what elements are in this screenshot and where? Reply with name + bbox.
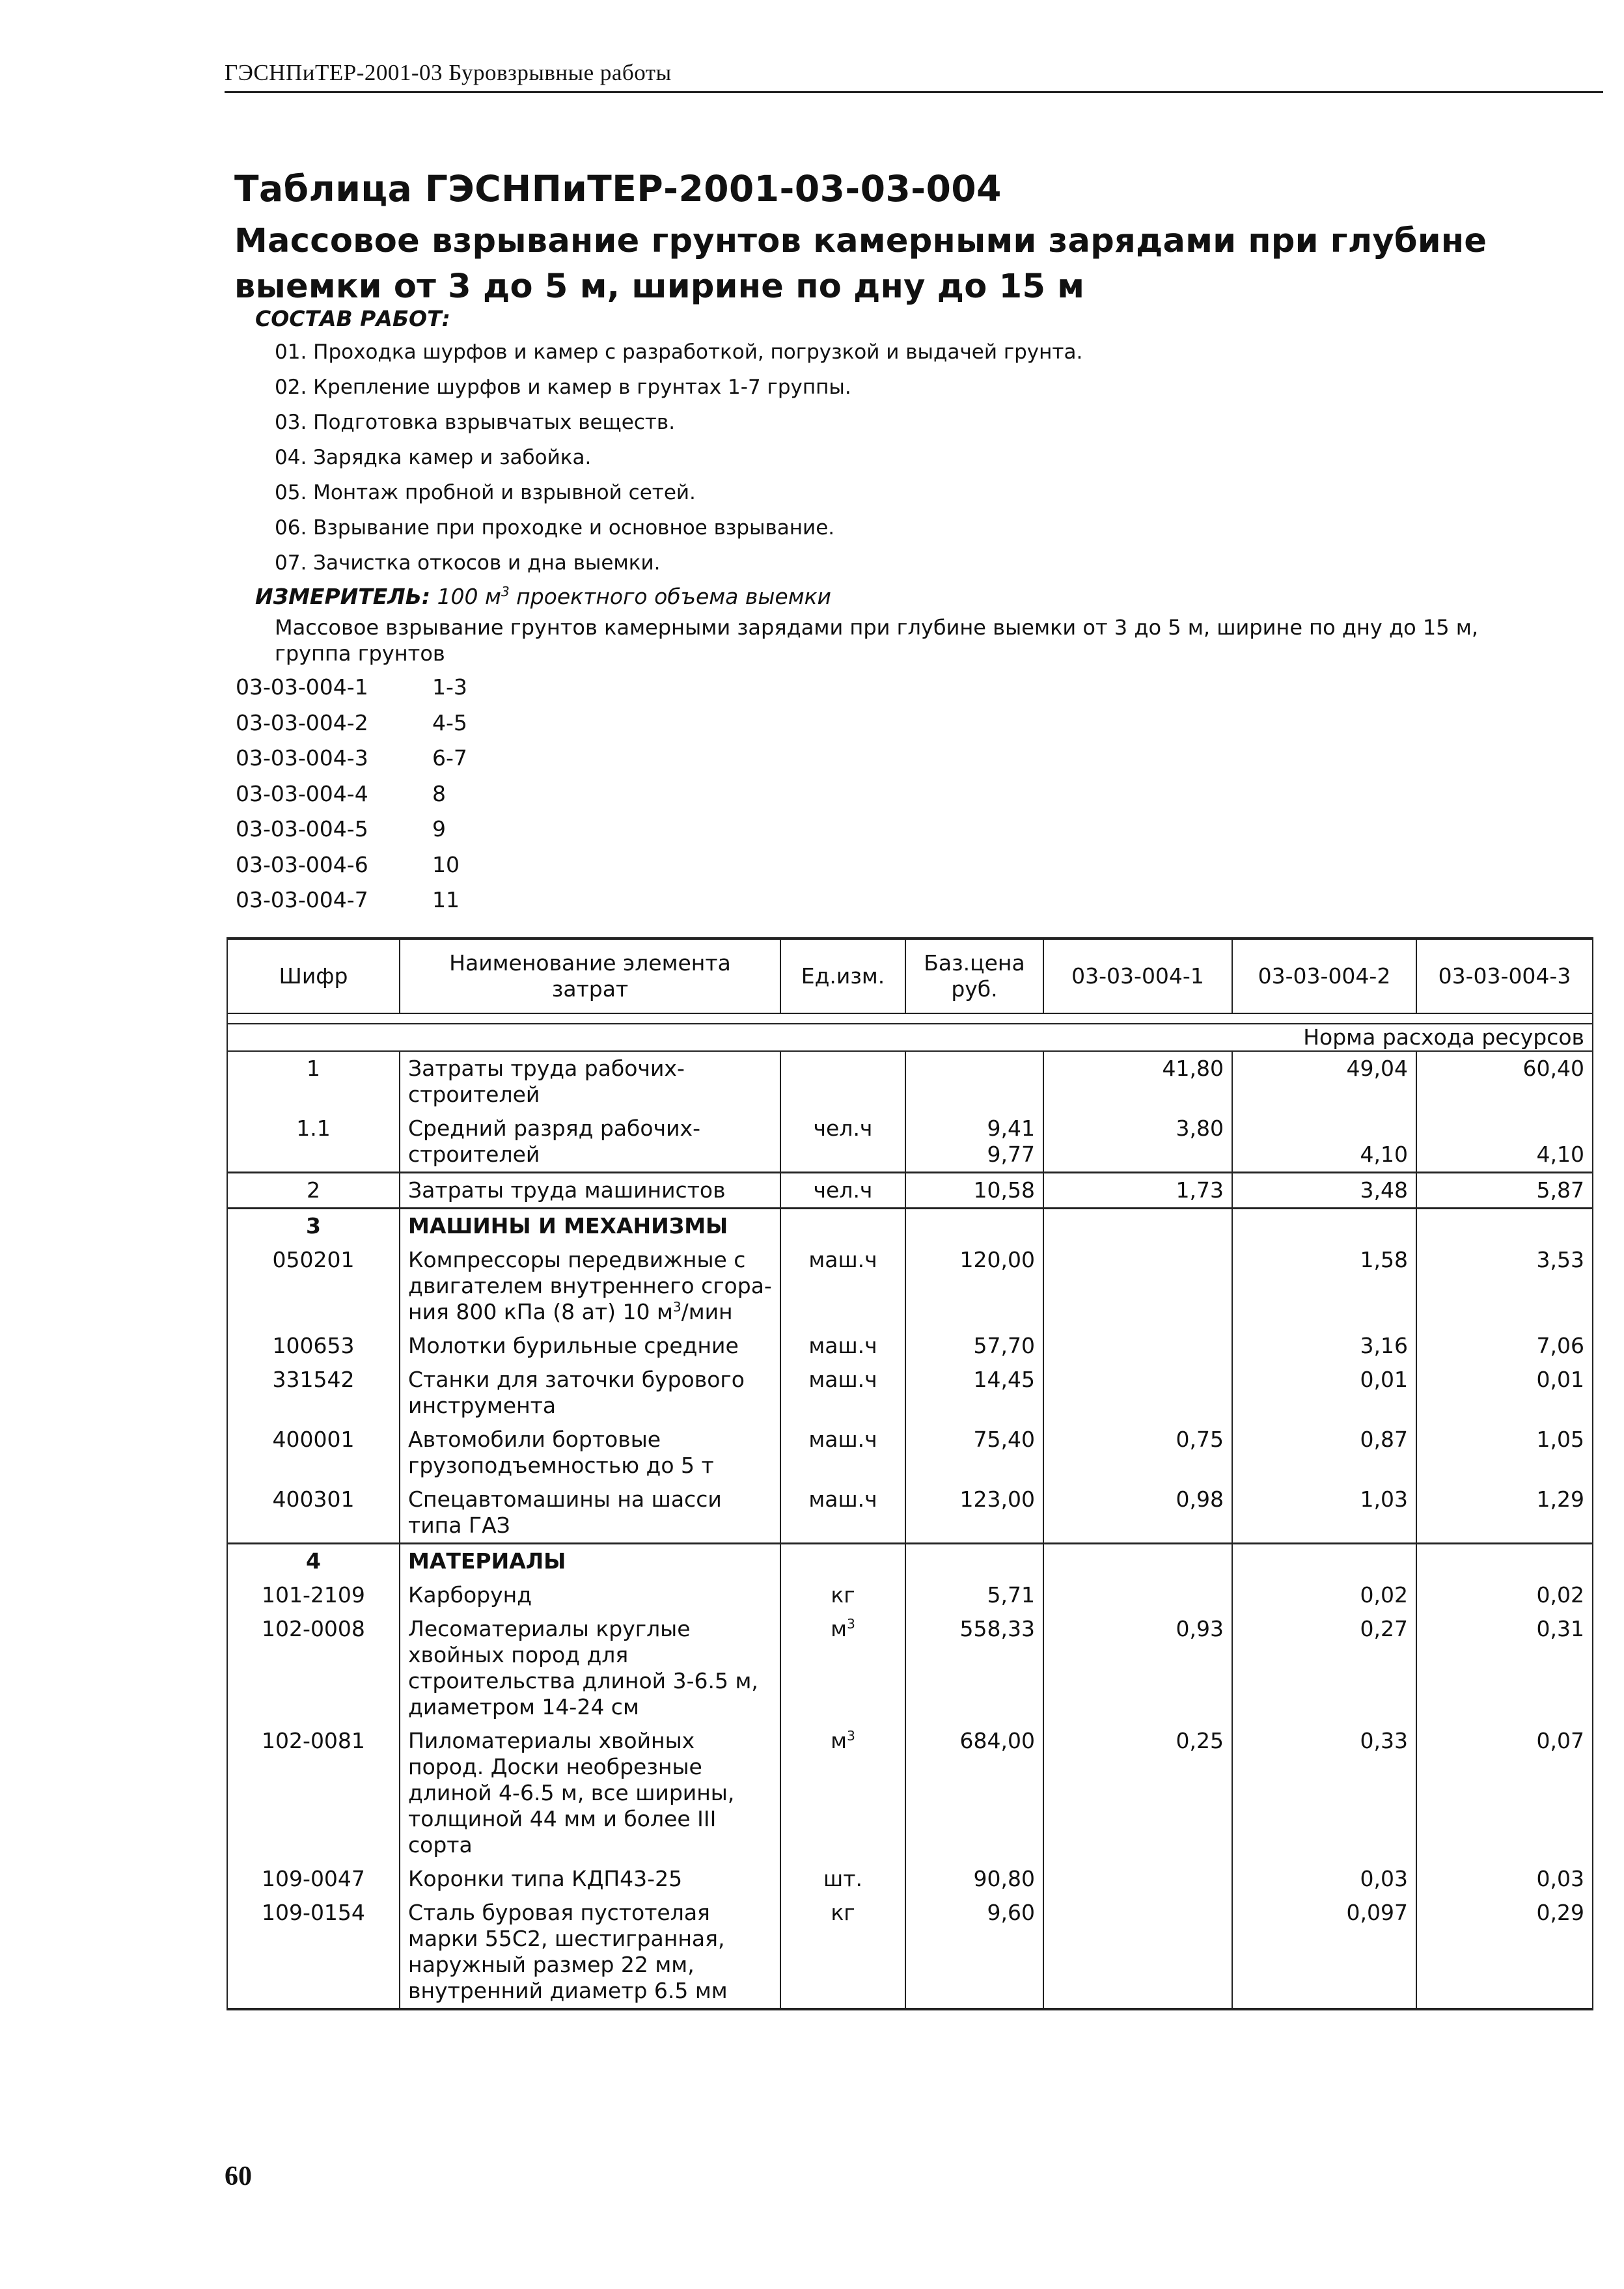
cell-value: 0,31 — [1416, 1612, 1593, 1724]
measurer-tail: проектного объема выемки — [509, 584, 831, 609]
cell-code: 109-0047 — [227, 1862, 400, 1896]
cell-name: Спецавтомашины на шасси типа ГАЗ — [400, 1483, 780, 1544]
table-row — [227, 1051, 1593, 1112]
cell-name — [400, 1243, 780, 1329]
cell-code: 100653 — [227, 1329, 400, 1363]
code: 03-03-004-3 — [236, 745, 368, 771]
cell-value: 49,04 — [1232, 1051, 1416, 1112]
cell-value: 0,25 — [1043, 1724, 1232, 1862]
description — [275, 614, 1583, 666]
cell-code: 102-0081 — [227, 1724, 400, 1862]
cell-price: 90,80 — [905, 1862, 1043, 1896]
table-row — [227, 1243, 1593, 1329]
cell-value — [1043, 1862, 1232, 1896]
work-item: 02. Крепление шурфов и камер в грунтах 1-7 группы. — [275, 376, 851, 399]
table-row — [227, 1578, 1593, 1612]
cell-empty — [780, 1544, 905, 1579]
cell-empty — [905, 1209, 1043, 1244]
soil-group: 1-3 — [432, 674, 467, 700]
cell-name: Коронки типа КДП43-25 — [400, 1862, 780, 1896]
cell-empty — [1232, 1544, 1416, 1579]
code-row — [236, 777, 467, 813]
cell-value: 0,27 — [1232, 1612, 1416, 1724]
measurer-value: 100 м — [437, 584, 501, 609]
cell-name: Карборунд — [400, 1578, 780, 1612]
table-row — [227, 1724, 1593, 1862]
cell-price — [905, 1112, 1043, 1173]
cell-code: 400001 — [227, 1423, 400, 1483]
cell-name: Пиломатериалы хвойных пород. Доски необрезные длиной 4-6.5 м, все ширины, толщиной 44 мм и более III сорта — [400, 1724, 780, 1862]
cell-value: 0,01 — [1232, 1363, 1416, 1423]
cell-unit: чел.ч — [780, 1112, 905, 1173]
name-tail: /мин — [681, 1299, 733, 1324]
cell-empty — [1416, 1209, 1593, 1244]
cell-value — [1043, 1896, 1232, 2009]
work-item: 07. Зачистка откосов и дна выемки. — [275, 551, 661, 575]
table-title: Таблица ГЭСНПиТЕР-2001-03-03-004 — [234, 168, 1002, 210]
cell-name: Средний разряд рабочих-строителей — [400, 1112, 780, 1173]
cell-value: 0,98 — [1043, 1483, 1232, 1544]
code-row — [236, 883, 467, 919]
running-header: ГЭСНПиТЕР-2001-03 Буровзрывные работы — [225, 60, 1603, 93]
title-block — [234, 168, 1549, 310]
section-title: МАТЕРИАЛЫ — [400, 1544, 780, 1579]
cell-name: Затраты труда машинистов — [400, 1173, 780, 1209]
name-sup: 3 — [672, 1299, 681, 1315]
cell-empty — [1232, 1209, 1416, 1244]
code: 03-03-004-7 — [236, 887, 368, 912]
unit-text: м — [831, 1616, 847, 1641]
cell-empty — [780, 1209, 905, 1244]
cell-value: 0,097 — [1232, 1896, 1416, 2009]
table-row — [227, 1112, 1593, 1173]
norm-label: Норма расхода ресурсов — [227, 1024, 1593, 1051]
code-row — [236, 706, 467, 742]
cell-value: 3,53 — [1416, 1243, 1593, 1329]
code-list — [236, 670, 467, 919]
price-b: 9,77 — [987, 1142, 1035, 1167]
header-col-1: 03-03-004-1 — [1043, 939, 1232, 1013]
work-item: 01. Проходка шурфов и камер с разработкой, погрузкой и выдачей грунта. — [275, 340, 1083, 364]
cell-value: 0,33 — [1232, 1724, 1416, 1862]
cell-price: 75,40 — [905, 1423, 1043, 1483]
cell-value: 0,02 — [1232, 1578, 1416, 1612]
soil-group: 9 — [432, 816, 446, 842]
header-price-line-1: Баз.цена — [924, 950, 1025, 976]
table-row — [227, 1423, 1593, 1483]
cell-code: 1 — [227, 1051, 400, 1112]
soil-group: 8 — [432, 780, 446, 806]
cell-value: 7,06 — [1416, 1329, 1593, 1363]
code: 03-03-004-6 — [236, 851, 368, 877]
work-list — [275, 335, 1583, 581]
cell-value: 0,02 — [1416, 1578, 1593, 1612]
cell-value: 0,03 — [1232, 1862, 1416, 1896]
cell-value: 3,48 — [1232, 1173, 1416, 1209]
cell-code: 1.1 — [227, 1112, 400, 1173]
description-line-2: группа грунтов — [275, 641, 445, 666]
table-row — [227, 1612, 1593, 1724]
table-row — [227, 1862, 1593, 1896]
cell-name: Затраты труда рабочих-строителей — [400, 1051, 780, 1112]
cell-code: 101-2109 — [227, 1578, 400, 1612]
cell-code: 050201 — [227, 1243, 400, 1329]
table-subtitle-line-1: Массовое взрывание грунтов камерными зарядами при глубине — [234, 222, 1487, 260]
norm-label-row — [227, 1024, 1593, 1051]
cell-value: 4,10 — [1416, 1112, 1593, 1173]
cell-unit: кг — [780, 1578, 905, 1612]
cell-price: 57,70 — [905, 1329, 1043, 1363]
cell-value: 0,03 — [1416, 1862, 1593, 1896]
cell-code: 3 — [227, 1209, 400, 1244]
section-row — [227, 1544, 1593, 1579]
cell-empty — [1043, 1209, 1232, 1244]
cell-price: 120,00 — [905, 1243, 1043, 1329]
name-text: Компрессоры передвижные с двигателем внутреннего сгора-ния 800 кПа (8 ат) 10 м — [408, 1247, 772, 1324]
cell-empty — [905, 1544, 1043, 1579]
soil-group: 6-7 — [432, 745, 467, 771]
header-col-3: 03-03-004-3 — [1416, 939, 1593, 1013]
work-item: 05. Монтаж пробной и взрывной сетей. — [275, 481, 696, 504]
code: 03-03-004-4 — [236, 780, 368, 806]
cell-unit: маш.ч — [780, 1363, 905, 1423]
unit-sup: 3 — [847, 1616, 855, 1632]
soil-group: 11 — [432, 887, 460, 912]
cell-value — [1043, 1329, 1232, 1363]
cell-code: 400301 — [227, 1483, 400, 1544]
cell-unit: маш.ч — [780, 1483, 905, 1544]
cell-code: 331542 — [227, 1363, 400, 1423]
cell-value: 41,80 — [1043, 1051, 1232, 1112]
cell-value: 0,01 — [1416, 1363, 1593, 1423]
work-item: 04. Зарядка камер и забойка. — [275, 446, 592, 469]
table-subtitle-line-2: выемки от 3 до 5 м, ширине по дну до 15 м — [234, 267, 1085, 306]
cell-price: 14,45 — [905, 1363, 1043, 1423]
cell-unit: маш.ч — [780, 1243, 905, 1329]
code: 03-03-004-2 — [236, 709, 368, 735]
cell-name: Молотки бурильные средние — [400, 1329, 780, 1363]
cell-name: Автомобили бортовые грузоподъемностью до 5 т — [400, 1423, 780, 1483]
cell-value: 0,75 — [1043, 1423, 1232, 1483]
cell-value: 0,29 — [1416, 1896, 1593, 2009]
cell-price: 10,58 — [905, 1173, 1043, 1209]
table-row — [227, 1483, 1593, 1544]
cell-unit: маш.ч — [780, 1423, 905, 1483]
work-composition — [255, 306, 1583, 666]
cell-value: 4,10 — [1232, 1112, 1416, 1173]
cell-unit — [780, 1724, 905, 1862]
cell-name: Станки для заточки бурового инструмента — [400, 1363, 780, 1423]
unit-text: м — [831, 1728, 847, 1753]
cell-code: 102-0008 — [227, 1612, 400, 1724]
code: 03-03-004-1 — [236, 674, 368, 700]
cell-value: 1,73 — [1043, 1173, 1232, 1209]
header-col-2: 03-03-004-2 — [1232, 939, 1416, 1013]
cell-value — [1043, 1363, 1232, 1423]
cell-price: 123,00 — [905, 1483, 1043, 1544]
cell-value: 3,16 — [1232, 1329, 1416, 1363]
cell-value: 5,87 — [1416, 1173, 1593, 1209]
code: 03-03-004-5 — [236, 816, 368, 842]
cell-code: 2 — [227, 1173, 400, 1209]
work-item: 03. Подготовка взрывчатых веществ. — [275, 411, 676, 434]
cell-empty — [1416, 1544, 1593, 1579]
page-number: 60 — [225, 2161, 252, 2191]
cell-price: 558,33 — [905, 1612, 1043, 1724]
cell-price — [905, 1051, 1043, 1112]
cell-unit: шт. — [780, 1862, 905, 1896]
composition-label: СОСТАВ РАБОТ: — [255, 306, 450, 331]
cell-code: 109-0154 — [227, 1896, 400, 2009]
cell-unit — [780, 1612, 905, 1724]
section-row — [227, 1209, 1593, 1244]
unit-sup: 3 — [847, 1728, 855, 1744]
header-price — [905, 939, 1043, 1013]
cell-value: 1,58 — [1232, 1243, 1416, 1329]
cell-unit — [780, 1051, 905, 1112]
spacer-row — [227, 1013, 1593, 1024]
work-item: 06. Взрывание при проходке и основное взрывание. — [275, 516, 835, 540]
cell-value: 1,03 — [1232, 1483, 1416, 1544]
cell-value: 3,80 — [1043, 1112, 1232, 1173]
cell-value: 0,07 — [1416, 1724, 1593, 1862]
measurer-label: ИЗМЕРИТЕЛЬ: — [255, 584, 431, 609]
cell-value: 0,87 — [1232, 1423, 1416, 1483]
cell-value: 0,93 — [1043, 1612, 1232, 1724]
cell-price: 9,60 — [905, 1896, 1043, 2009]
code-row — [236, 670, 467, 706]
cell-empty — [1043, 1544, 1232, 1579]
cell-unit: кг — [780, 1896, 905, 2009]
section-title: МАШИНЫ И МЕХАНИЗМЫ — [400, 1209, 780, 1244]
cell-value: 60,40 — [1416, 1051, 1593, 1112]
header-row — [227, 939, 1593, 1013]
table-row — [227, 1329, 1593, 1363]
description-line-1: Массовое взрывание грунтов камерными зарядами при глубине выемки от 3 до 5 м, ширине по дну до 15 м, — [275, 615, 1479, 640]
measurer — [255, 584, 1583, 609]
header-unit: Ед.изм. — [780, 939, 905, 1013]
cell-value — [1043, 1243, 1232, 1329]
price-a: 9,41 — [987, 1116, 1035, 1141]
measurer-sup: 3 — [501, 584, 510, 599]
code-row — [236, 812, 467, 848]
cell-price: 5,71 — [905, 1578, 1043, 1612]
cell-value: 1,05 — [1416, 1423, 1593, 1483]
header-name: Наименование элемента затрат — [400, 939, 780, 1013]
header-code: Шифр — [227, 939, 400, 1013]
code-row — [236, 741, 467, 777]
cell-value — [1043, 1578, 1232, 1612]
soil-group: 10 — [432, 851, 460, 877]
cost-table — [227, 937, 1593, 2010]
cell-unit: маш.ч — [780, 1329, 905, 1363]
cell-name: Лесоматериалы круглые хвойных пород для строительства длиной 3-6.5 м, диаметром 14-24 см — [400, 1612, 780, 1724]
soil-group: 4-5 — [432, 709, 467, 735]
table-row — [227, 1896, 1593, 2009]
header-price-line-2: руб. — [951, 976, 998, 1002]
cell-value: 1,29 — [1416, 1483, 1593, 1544]
cell-code: 4 — [227, 1544, 400, 1579]
table-row — [227, 1363, 1593, 1423]
cell-name: Сталь буровая пустотелая марки 55С2, шестигранная, наружный размер 22 мм, внутренний диаметр 6.5 мм — [400, 1896, 780, 2009]
cell-unit: чел.ч — [780, 1173, 905, 1209]
cell-price: 684,00 — [905, 1724, 1043, 1862]
table-row — [227, 1173, 1593, 1209]
code-row — [236, 848, 467, 884]
